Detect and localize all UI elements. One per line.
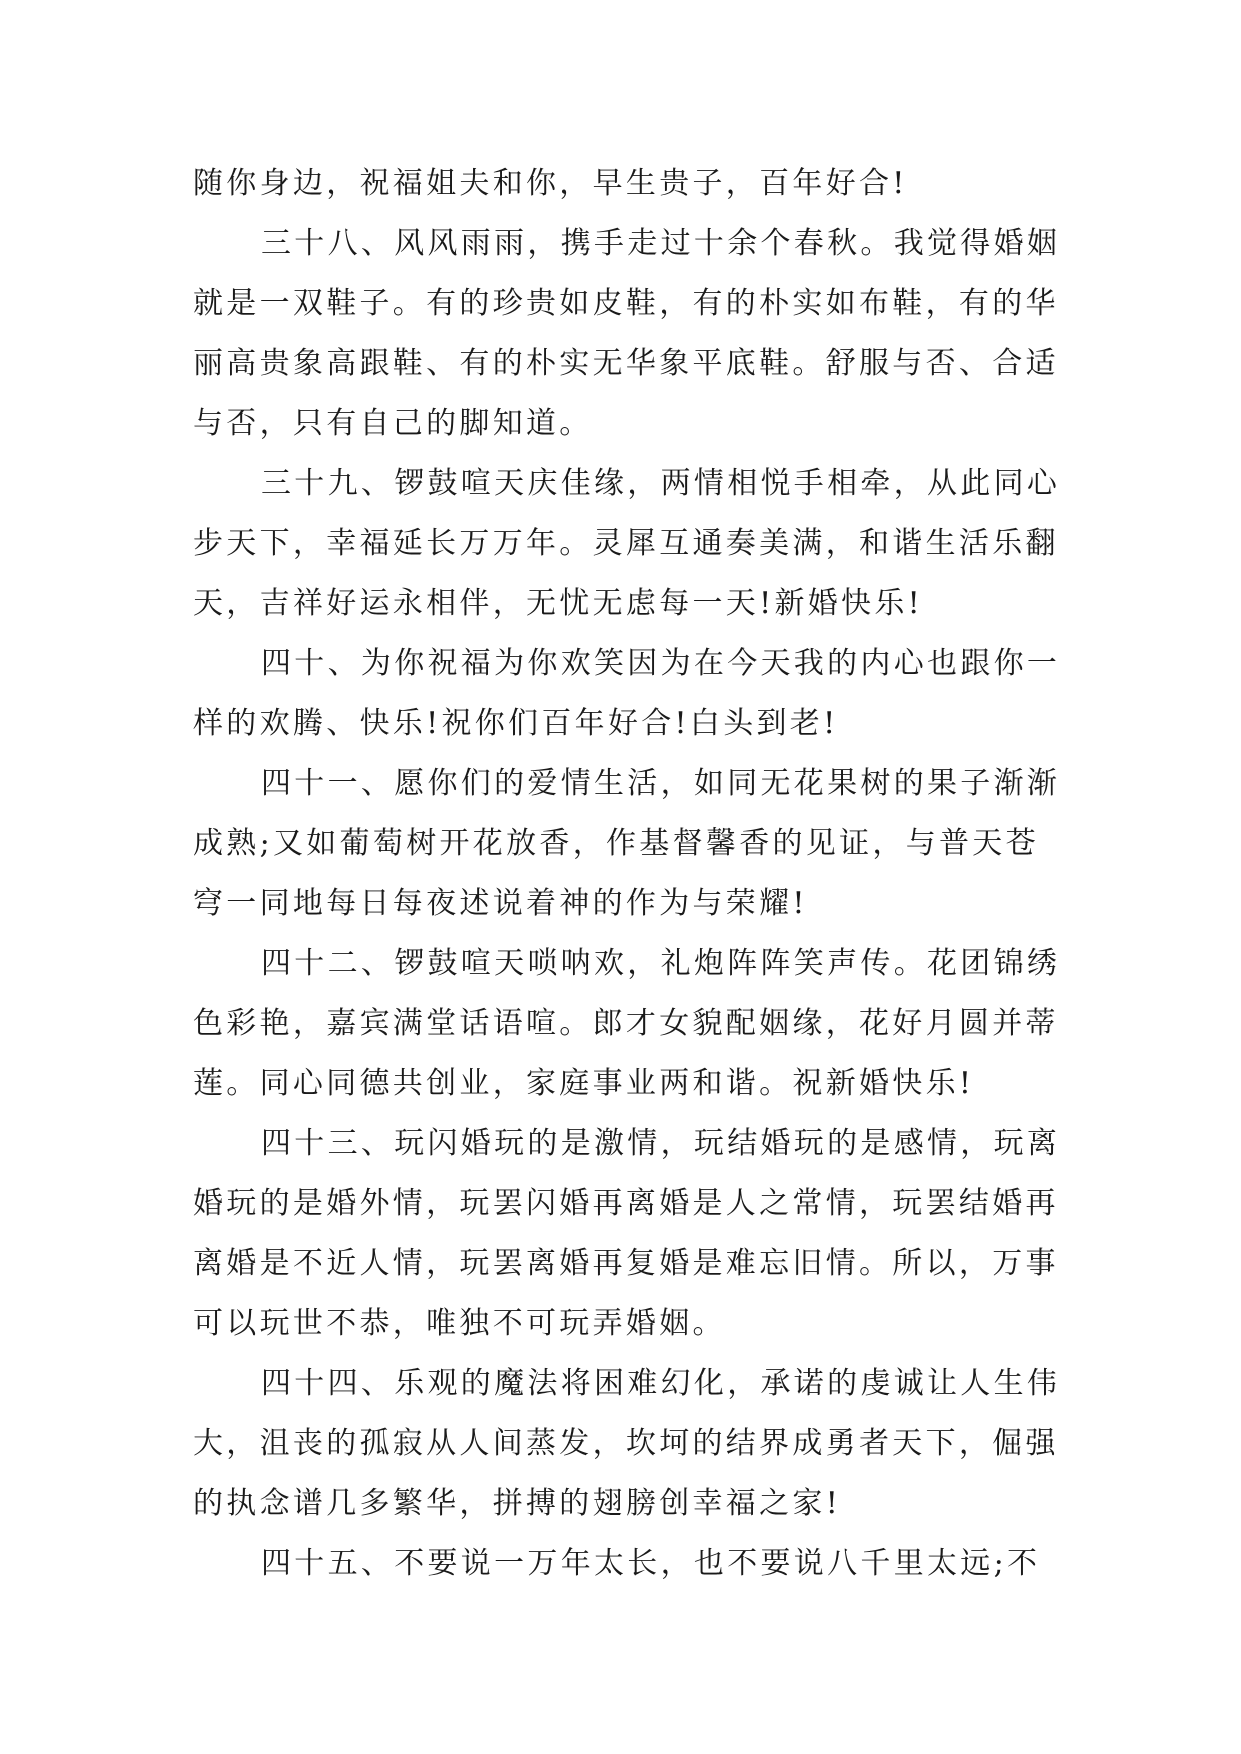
paragraph: [193, 754, 1061, 934]
paragraph: [193, 154, 1055, 214]
text-line: 丽高贵象高跟鞋、有的朴实无华象平底鞋。舒服与否、合适: [193, 346, 1059, 381]
text-line: 四十二、锣鼓喧天唢呐欢，礼炮阵阵笑声传。花团锦绣: [261, 946, 1061, 981]
text-line: 四十、为你祝福为你欢笑因为在今天我的内心也跟你一: [261, 646, 1061, 681]
text-line: 三十八、风风雨雨，携手走过十余个春秋。我觉得婚姻: [261, 226, 1061, 261]
text-line: 四十一、愿你们的爱情生活，如同无花果树的果子渐渐: [261, 766, 1061, 801]
text-line: 随你身边，祝福姐夫和你，早生贵子，百年好合!: [193, 166, 908, 201]
text-line: 婚玩的是婚外情，玩罢闪婚再离婚是人之常情，玩罢结婚再: [193, 1186, 1059, 1221]
paragraph: [193, 1354, 1061, 1534]
paragraph: [193, 934, 1061, 1114]
paragraph: [193, 1534, 1055, 1594]
text-line: 四十四、乐观的魔法将困难幻化，承诺的虔诚让人生伟: [261, 1366, 1061, 1401]
text-line: 四十五、不要说一万年太长，也不要说八千里太远;不: [261, 1546, 1041, 1581]
text-line: 色彩艳，嘉宾满堂话语喧。郎才女貌配姻缘，花好月圆并蒂: [193, 1006, 1059, 1041]
text-line: 就是一双鞋子。有的珍贵如皮鞋，有的朴实如布鞋，有的华: [193, 286, 1059, 321]
paragraph: [193, 634, 1061, 754]
text-line: 与否，只有自己的脚知道。: [193, 406, 593, 441]
text-line: 可以玩世不恭，唯独不可玩弄婚姻。: [193, 1306, 726, 1341]
paragraph: [193, 1114, 1061, 1354]
document-body: [193, 154, 1061, 1594]
text-line: 样的欢腾、快乐!祝你们百年好合!白头到老!: [193, 706, 839, 741]
text-line: 三十九、锣鼓喧天庆佳缘，两情相悦手相牵，从此同心: [261, 466, 1061, 501]
text-line: 四十三、玩闪婚玩的是激情，玩结婚玩的是感情，玩离: [261, 1126, 1061, 1161]
text-line: 天，吉祥好运永相伴，无忧无虑每一天!新婚快乐!: [193, 586, 924, 621]
paragraph: [193, 214, 1061, 454]
text-line: 的执念谱几多繁华，拼搏的翅膀创幸福之家!: [193, 1486, 842, 1521]
text-line: 成熟;又如葡萄树开花放香，作基督馨香的见证，与普天苍: [193, 826, 1039, 861]
text-line: 步天下，幸福延长万万年。灵犀互通奏美满，和谐生活乐翻: [193, 526, 1059, 561]
text-line: 穹一同地每日每夜述说着神的作为与荣耀!: [193, 886, 808, 921]
text-line: 离婚是不近人情，玩罢离婚再复婚是难忘旧情。所以，万事: [193, 1246, 1059, 1281]
paragraph: [193, 454, 1061, 634]
text-line: 莲。同心同德共创业，家庭事业两和谐。祝新婚快乐!: [193, 1066, 975, 1101]
text-line: 大，沮丧的孤寂从人间蒸发，坎坷的结界成勇者天下，倔强: [193, 1426, 1059, 1461]
